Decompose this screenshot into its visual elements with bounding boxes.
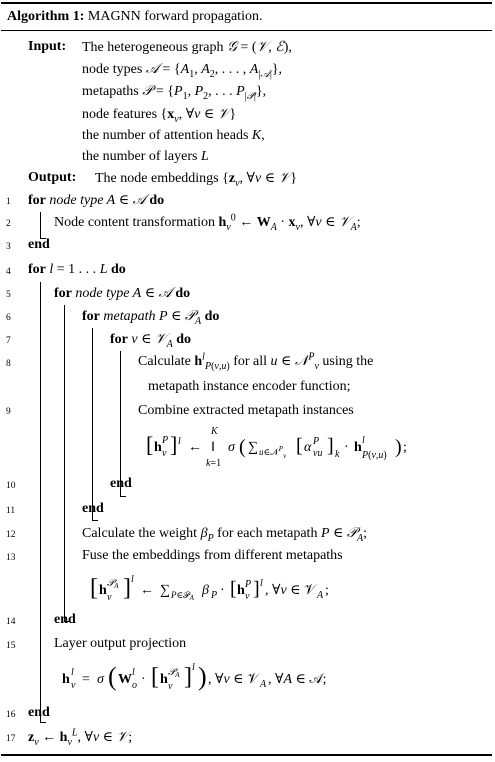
svg-text:W: W bbox=[118, 672, 132, 687]
algo-line-13: Fuse the embeddings from different metapaths bbox=[82, 548, 343, 563]
svg-text:[: [ bbox=[151, 664, 159, 690]
svg-text:v: v bbox=[71, 680, 76, 691]
line-number: 5 bbox=[6, 290, 11, 300]
svg-text:, ∀A ∈ 𝒜;: , ∀A ∈ 𝒜; bbox=[268, 672, 327, 687]
svg-text:·: · bbox=[141, 672, 146, 687]
svg-text:;: ; bbox=[325, 583, 329, 598]
line-number: 12 bbox=[6, 530, 16, 540]
algo-line-5: for node type A ∈ 𝒜 do bbox=[54, 285, 191, 301]
svg-text:(: ( bbox=[239, 436, 246, 458]
algorithm-caption bbox=[7, 8, 262, 26]
algo-line-9: Combine extracted metapath instances bbox=[138, 403, 354, 418]
svg-text:P∈𝒫A: P∈𝒫$_A$ bbox=[171, 590, 194, 602]
svg-text:vu: vu bbox=[313, 448, 323, 459]
svg-text:P: P bbox=[162, 435, 169, 446]
algo-line-8b: metapath instance encoder function; bbox=[148, 379, 351, 394]
input-item-metapaths: metapaths 𝒫 = {$P_1$, $P_2$, . . . $P_{|𝒫|}$}, bbox=[82, 83, 267, 102]
svg-text:h: h bbox=[160, 672, 168, 687]
svg-text:·: · bbox=[220, 583, 225, 598]
svg-text:[: [ bbox=[230, 578, 237, 600]
svg-text:A: A bbox=[260, 679, 267, 690]
input-item-graph: The heterogeneous graph 𝒢 = (𝒱, ℰ), bbox=[82, 39, 292, 55]
caption-label: Algorithm 1: bbox=[7, 9, 85, 24]
block-bar-line5 bbox=[64, 305, 65, 621]
output-text: The node embeddings {$z_v$, ∀v ∈ 𝒱} bbox=[95, 170, 297, 189]
svg-text:v: v bbox=[245, 591, 250, 602]
svg-text:·: · bbox=[344, 440, 349, 455]
algo-line-1: for node type A ∈ 𝒜 do bbox=[28, 192, 165, 208]
input-keyword: Input: bbox=[28, 39, 67, 54]
svg-text:β: β bbox=[202, 583, 209, 598]
line-number: 8 bbox=[6, 359, 11, 369]
line-number: 15 bbox=[6, 641, 16, 651]
algo-line-16: end bbox=[28, 705, 50, 720]
line-number: 13 bbox=[6, 553, 16, 563]
line-number: 3 bbox=[6, 242, 11, 252]
svg-text:u∈𝒩Pv: u∈𝒩$^P_v$ bbox=[259, 445, 287, 460]
output-keyword: Output: bbox=[28, 170, 77, 185]
svg-text:=: = bbox=[82, 672, 90, 687]
svg-text:P(v,u): P(v,u) bbox=[362, 450, 387, 461]
block-hook-line7 bbox=[120, 496, 126, 497]
svg-text:]: ] bbox=[327, 435, 334, 457]
svg-text:←: ← bbox=[188, 440, 202, 455]
input-item-heads: the number of attention heads K, bbox=[82, 128, 265, 143]
top-rule bbox=[1, 2, 492, 4]
svg-text:o: o bbox=[132, 680, 137, 691]
svg-text:P: P bbox=[245, 579, 252, 590]
svg-text:]: ] bbox=[123, 575, 131, 601]
line-number: 9 bbox=[6, 407, 11, 417]
svg-text:v: v bbox=[168, 681, 173, 692]
svg-text:]: ] bbox=[253, 578, 260, 600]
svg-text:k: k bbox=[335, 449, 340, 460]
svg-text:h: h bbox=[237, 583, 245, 598]
svg-text:α: α bbox=[304, 440, 312, 455]
svg-text:←: ← bbox=[140, 583, 154, 598]
svg-text:]: ] bbox=[170, 432, 178, 457]
svg-text:h: h bbox=[354, 440, 362, 455]
input-item-layers: the number of layers L bbox=[82, 149, 209, 164]
svg-text:l: l bbox=[192, 662, 195, 673]
algo-line-15: Layer output projection bbox=[54, 636, 187, 651]
svg-text:l: l bbox=[71, 667, 74, 678]
svg-text:σ: σ bbox=[97, 672, 104, 687]
line-number: 1 bbox=[6, 197, 11, 207]
line-number: 2 bbox=[6, 219, 11, 229]
svg-text:𝒫A: 𝒫$_A$ bbox=[168, 667, 180, 679]
algo-line-6: for metapath P ∈ 𝒫$_A$ do bbox=[82, 308, 220, 327]
line-number: 4 bbox=[6, 267, 11, 277]
algo-line-4: for l = 1 . . . L do bbox=[28, 262, 126, 277]
line-number: 10 bbox=[6, 481, 16, 491]
input-item-node-types: node types 𝒜 = {$A_1$, $A_2$, . . . , $A_{|𝒜|}$}, bbox=[82, 61, 283, 80]
svg-text:k=1: k=1 bbox=[206, 458, 222, 469]
algo-line-17: $z_v$ ← $h_v^L$, ∀v ∈ 𝒱; bbox=[28, 727, 133, 748]
svg-text:∑: ∑ bbox=[160, 583, 170, 598]
equation-line13 bbox=[90, 565, 470, 611]
block-bar-line1 bbox=[40, 212, 41, 238]
svg-text:, ∀v ∈ 𝒱: , ∀v ∈ 𝒱 bbox=[265, 583, 316, 598]
svg-text:∑: ∑ bbox=[248, 440, 258, 455]
svg-text:A: A bbox=[317, 590, 324, 601]
svg-text:l: l bbox=[260, 578, 263, 589]
line-number: 11 bbox=[6, 506, 16, 516]
svg-text:, ∀v ∈ 𝒱: , ∀v ∈ 𝒱 bbox=[208, 672, 259, 687]
svg-text:v: v bbox=[107, 592, 112, 603]
line-number: 17 bbox=[6, 734, 16, 744]
svg-text:): ) bbox=[198, 662, 207, 691]
svg-text:;: ; bbox=[403, 440, 407, 455]
svg-text:h: h bbox=[99, 583, 107, 598]
algo-line-12: Calculate the weight $\beta_P$ for each metapath P ∈ 𝒫$_A$; bbox=[82, 525, 367, 544]
svg-text:l: l bbox=[132, 667, 135, 678]
svg-text:[: [ bbox=[90, 575, 98, 601]
algo-line-14: end bbox=[54, 612, 76, 627]
block-hook-line4 bbox=[40, 722, 46, 723]
svg-text:v: v bbox=[162, 448, 167, 459]
block-hook-line6 bbox=[92, 520, 98, 521]
caption-title: MAGNN forward propagation. bbox=[87, 9, 263, 24]
svg-text:‖: ‖ bbox=[211, 440, 215, 455]
algo-line-11: end bbox=[82, 501, 104, 516]
svg-text:P: P bbox=[313, 436, 320, 447]
svg-text:l: l bbox=[131, 574, 134, 585]
algo-line-10: end bbox=[110, 476, 132, 491]
svg-text:h: h bbox=[154, 440, 162, 455]
svg-text:P: P bbox=[211, 590, 218, 601]
caption-rule bbox=[1, 30, 492, 31]
line-number: 7 bbox=[6, 336, 11, 346]
svg-text:[: [ bbox=[296, 435, 303, 457]
svg-text:): ) bbox=[395, 436, 402, 458]
svg-text:(: ( bbox=[108, 662, 117, 691]
block-bar-line6 bbox=[92, 328, 93, 520]
algo-line-8a: Calculate $h^l_{P(v,u)}$ for all u ∈ 𝒩$^P_v$ using the bbox=[138, 351, 374, 372]
line-number: 6 bbox=[6, 313, 11, 323]
svg-text:]: ] bbox=[184, 664, 192, 690]
svg-text:h: h bbox=[62, 672, 70, 687]
algo-line-2: Node content transformation $h_v^0$ ← $W_A \cdot x_v$, ∀v ∈ 𝒱$_A$; bbox=[54, 212, 361, 233]
algo-line-3: end bbox=[28, 237, 50, 252]
input-item-features: node features {$x_v$, ∀v ∈ 𝒱} bbox=[82, 106, 237, 125]
line-number: 14 bbox=[6, 617, 16, 627]
svg-text:[: [ bbox=[146, 432, 154, 457]
block-bar-line4 bbox=[40, 282, 41, 722]
svg-text:l: l bbox=[178, 436, 181, 447]
bottom-rule bbox=[1, 754, 492, 756]
svg-text:l: l bbox=[362, 435, 365, 446]
svg-text:K: K bbox=[211, 426, 218, 437]
equation-line9 bbox=[146, 420, 486, 476]
svg-text:σ: σ bbox=[228, 440, 235, 455]
line-number: 16 bbox=[6, 710, 16, 720]
svg-text:𝒫A: 𝒫$_A$ bbox=[107, 578, 119, 590]
algo-line-7: for v ∈ 𝒱$_A$ do bbox=[110, 331, 192, 350]
equation-line15 bbox=[62, 652, 482, 700]
